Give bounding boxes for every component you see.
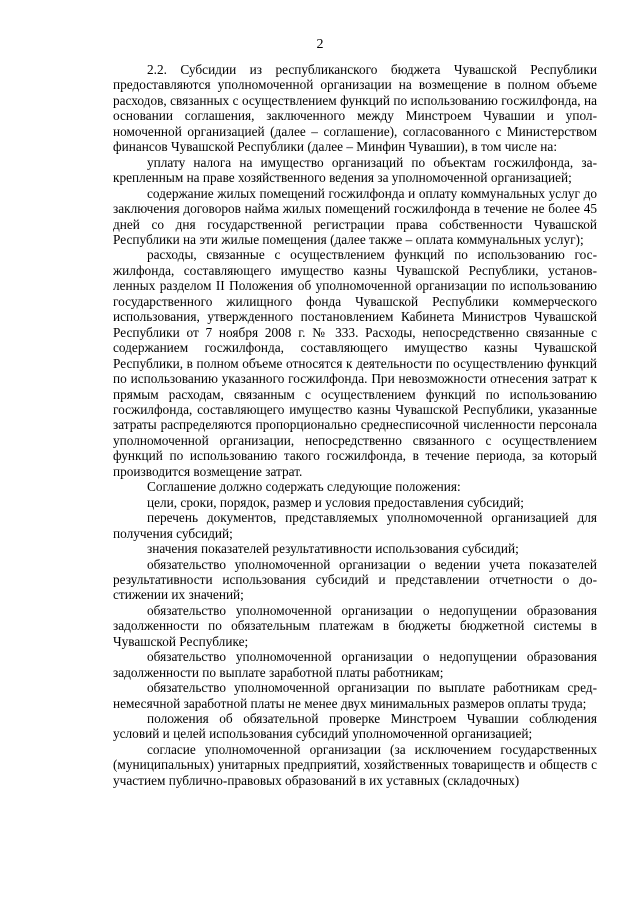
paragraph-function-expenses: расходы, связанные с осуществлением функций по использованию госжилфонда, составляющего имущество казны Чувашской Республики, установленных разделом II Положения об уполномоченной организации по использованию государственного жилищного фонда Чувашской Республики коммерческого использования, утвержденного постановлением Кабинета Министров Чувашской Республики от 7 ноября 2008 г. № 333. Расходы, непосредственно связанные с содержанием госжилфонда, составляющего имущество казны Чувашской Республики, в полном объеме относятся к деятельности по осуществлению функций по использованию указанного госжилфонда. При невозможности отнесения затрат к прямым расходам, связанным с осуществлением функций по использованию госжилфонда, составляющего имущество казны Чувашской Республики, указанные затраты распределяются пропорционально среднесписочной численности персонала уполномоченной организации, непосредственно связанного с осуществлением функций по использованию такого госжилфонда, в течение периода, за который производится возмещение затрат.: [113, 247, 597, 479]
page-number: 2: [316, 37, 324, 52]
paragraph-mandatory-inspection: положения об обязательной проверке Минстроем Чувашии соблюдения условий и целей использования субсидий уполномоченной организацией;: [113, 711, 597, 742]
paragraph-consent: согласие уполномоченной организации (за исключением государственных (муниципальных) унитарных предприятий, хозяйственных товариществ и обществ с участием публично-правовых образований в их уставных (складочных): [113, 741, 597, 788]
paragraph-tax-debt-obligation: обязательство уполномоченной организации о недопущении образования задолженности по обязательным платежам в бюджеты бюджетной системы в Чувашской Республике;: [113, 602, 597, 649]
paragraph-goals-terms: цели, сроки, порядок, размер и условия предоставления субсидий;: [147, 494, 524, 510]
paragraph-property-tax: уплату налога на имущество организаций по объектам госжилфонда, закрепленным на праве хозяйственного ведения за уполномоченной организацией;: [113, 154, 597, 186]
paragraph-documents-list: перечень документов, представляемых уполномоченной организацией для получения субсидий;: [113, 510, 597, 541]
paragraph-average-wage-obligation: обязательство уполномоченной организации по выплате работникам среднемесячной заработной платы не менее двух минимальных размеров оплаты труда;: [113, 680, 597, 711]
document-body: [113, 62, 597, 788]
paragraph-housing-maintenance: содержание жилых помещений госжилфонда и оплату коммунальных услуг до заключения договоров найма жилых помещений госжилфонда в течение не более 45 дней со дня государственной регистрации права собственности Чувашской Республики на эти жилые помещения (далее также – оплата коммунальных услуг);: [113, 185, 597, 247]
paragraph-wage-debt-obligation: обязательство уполномоченной организации о недопущении образования задолженности по выплате заработной платы работникам;: [113, 649, 597, 680]
paragraph-agreement-provisions: Соглашение должно содержать следующие положения:: [147, 479, 461, 495]
paragraph-2-2-subsidies: 2.2. Субсидии из республиканского бюджета Чувашской Республики предоставляются уполномоченной организации на возмещение в полном объеме расходов, связанных с осуществлением функций по использованию госжилфонда, на основании соглашения, заключенного между Минстроем Чувашии и уполномоченной организацией (далее – соглашение), согласованного с Министерством финансов Чувашской Республики (далее – Минфин Чувашии), в том числе на:: [113, 62, 597, 155]
paragraph-accounting-obligation: обязательство уполномоченной организации о ведении учета показателей результативности использования субсидий и представлении отчетности о достижении их значений;: [113, 556, 597, 603]
paragraph-performance-indicators: значения показателей результативности использования субсидий;: [147, 541, 519, 557]
